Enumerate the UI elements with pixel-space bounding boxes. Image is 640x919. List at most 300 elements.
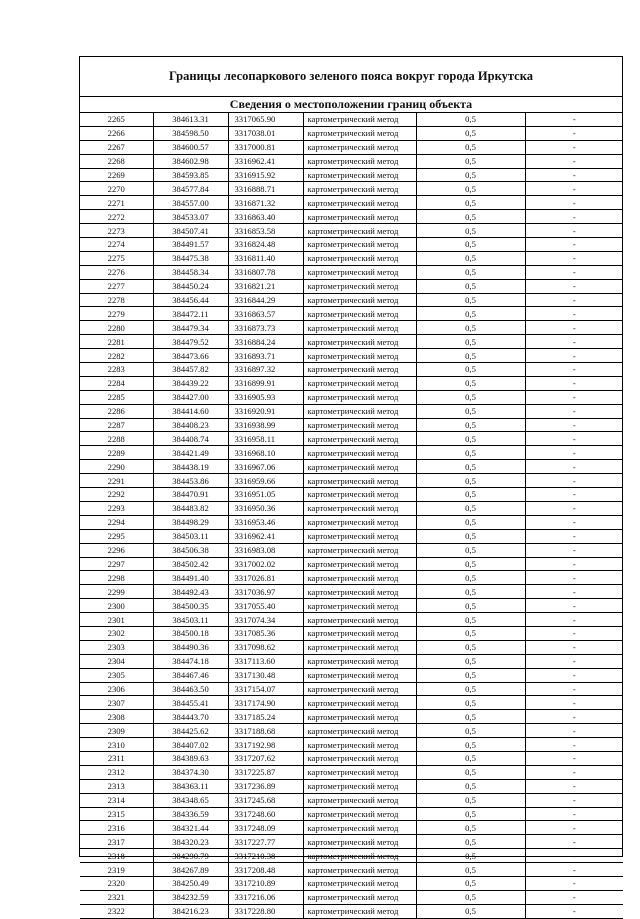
x-coordinate-cell: 384503.11: [153, 529, 228, 543]
table-row: [80, 751, 623, 765]
x-coordinate-cell: 384267.89: [153, 863, 228, 877]
point-number-cell: 2267: [80, 140, 153, 154]
accuracy-cell: 0,5: [416, 474, 525, 488]
description-cell: -: [525, 821, 623, 835]
description-cell: -: [525, 682, 623, 696]
accuracy-cell: 0,5: [416, 446, 525, 460]
accuracy-cell: 0,5: [416, 168, 525, 182]
method-cell: картометрический метод: [303, 168, 416, 182]
accuracy-cell: 0,5: [416, 765, 525, 779]
description-cell: -: [525, 793, 623, 807]
y-coordinate-cell: 3317207.62: [228, 751, 303, 765]
table-row: [80, 293, 623, 307]
description-cell: -: [525, 765, 623, 779]
accuracy-cell: 0,5: [416, 557, 525, 571]
description-cell: -: [525, 515, 623, 529]
table-row: [80, 613, 623, 627]
y-coordinate-cell: 3317188.68: [228, 724, 303, 738]
method-cell: картометрический метод: [303, 835, 416, 849]
y-coordinate-cell: 3316905.93: [228, 390, 303, 404]
x-coordinate-cell: 384216.23: [153, 904, 228, 918]
point-number-cell: 2306: [80, 682, 153, 696]
description-cell: -: [525, 154, 623, 168]
accuracy-cell: 0,5: [416, 696, 525, 710]
x-coordinate-cell: 384453.86: [153, 474, 228, 488]
description-cell: -: [525, 557, 623, 571]
description-cell: -: [525, 418, 623, 432]
point-number-cell: 2322: [80, 904, 153, 918]
table-row: [80, 904, 623, 918]
y-coordinate-cell: 3317098.62: [228, 640, 303, 654]
table-row: [80, 238, 623, 252]
method-cell: картометрический метод: [303, 418, 416, 432]
x-coordinate-cell: 384600.57: [153, 140, 228, 154]
table-row: [80, 654, 623, 668]
table-row: [80, 321, 623, 335]
method-cell: картометрический метод: [303, 821, 416, 835]
x-coordinate-cell: 384557.00: [153, 196, 228, 210]
point-number-cell: 2271: [80, 196, 153, 210]
method-cell: картометрический метод: [303, 571, 416, 585]
description-cell: -: [525, 113, 623, 126]
y-coordinate-cell: 3316893.71: [228, 349, 303, 363]
description-cell: -: [525, 779, 623, 793]
accuracy-cell: 0,5: [416, 432, 525, 446]
table-row: [80, 876, 623, 890]
accuracy-cell: 0,5: [416, 890, 525, 904]
table-row: [80, 196, 623, 210]
accuracy-cell: 0,5: [416, 349, 525, 363]
point-number-cell: 2289: [80, 446, 153, 460]
point-number-cell: 2316: [80, 821, 153, 835]
x-coordinate-cell: 384320.23: [153, 835, 228, 849]
y-coordinate-cell: 3316844.29: [228, 293, 303, 307]
x-coordinate-cell: 384472.11: [153, 307, 228, 321]
x-coordinate-cell: 384474.18: [153, 654, 228, 668]
y-coordinate-cell: 3316968.10: [228, 446, 303, 460]
table-row: [80, 821, 623, 835]
description-cell: -: [525, 543, 623, 557]
description-cell: -: [525, 668, 623, 682]
accuracy-cell: 0,5: [416, 640, 525, 654]
point-number-cell: 2313: [80, 779, 153, 793]
table-row: [80, 446, 623, 460]
table-row: [80, 432, 623, 446]
y-coordinate-cell: 3317225.87: [228, 765, 303, 779]
method-cell: картометрический метод: [303, 668, 416, 682]
point-number-cell: 2278: [80, 293, 153, 307]
accuracy-cell: 0,5: [416, 863, 525, 877]
method-cell: картометрический метод: [303, 599, 416, 613]
x-coordinate-cell: 384479.52: [153, 335, 228, 349]
table-row: [80, 682, 623, 696]
point-number-cell: 2286: [80, 404, 153, 418]
point-number-cell: 2302: [80, 626, 153, 640]
point-number-cell: 2301: [80, 613, 153, 627]
y-coordinate-cell: 3317154.07: [228, 682, 303, 696]
y-coordinate-cell: 3317216.06: [228, 890, 303, 904]
table-row: [80, 363, 623, 377]
table-row: [80, 126, 623, 140]
x-coordinate-cell: 384463.50: [153, 682, 228, 696]
x-coordinate-cell: 384475.38: [153, 251, 228, 265]
point-number-cell: 2266: [80, 126, 153, 140]
accuracy-cell: 0,5: [416, 793, 525, 807]
point-number-cell: 2275: [80, 251, 153, 265]
x-coordinate-cell: 384602.98: [153, 154, 228, 168]
y-coordinate-cell: 3317245.68: [228, 793, 303, 807]
table-row: [80, 543, 623, 557]
y-coordinate-cell: 3317174.90: [228, 696, 303, 710]
y-coordinate-cell: 3316915.92: [228, 168, 303, 182]
accuracy-cell: 0,5: [416, 488, 525, 502]
description-cell: -: [525, 904, 623, 918]
description-cell: -: [525, 446, 623, 460]
x-coordinate-cell: 384507.41: [153, 224, 228, 238]
table-row: [80, 488, 623, 502]
method-cell: картометрический метод: [303, 626, 416, 640]
coordinates-table: [80, 113, 623, 919]
y-coordinate-cell: 3316962.41: [228, 154, 303, 168]
method-cell: картометрический метод: [303, 765, 416, 779]
accuracy-cell: 0,5: [416, 849, 525, 863]
point-number-cell: 2287: [80, 418, 153, 432]
x-coordinate-cell: 384457.82: [153, 363, 228, 377]
x-coordinate-cell: 384490.36: [153, 640, 228, 654]
table-row: [80, 376, 623, 390]
description-cell: -: [525, 460, 623, 474]
description-cell: -: [525, 210, 623, 224]
x-coordinate-cell: 384290.79: [153, 849, 228, 863]
y-coordinate-cell: 3317085.36: [228, 626, 303, 640]
accuracy-cell: 0,5: [416, 668, 525, 682]
description-cell: -: [525, 710, 623, 724]
y-coordinate-cell: 3316824.48: [228, 238, 303, 252]
x-coordinate-cell: 384506.38: [153, 543, 228, 557]
description-cell: -: [525, 529, 623, 543]
x-coordinate-cell: 384479.34: [153, 321, 228, 335]
point-number-cell: 2274: [80, 238, 153, 252]
table-row: [80, 890, 623, 904]
table-row: [80, 724, 623, 738]
description-cell: -: [525, 279, 623, 293]
accuracy-cell: 0,5: [416, 779, 525, 793]
table-row: [80, 140, 623, 154]
y-coordinate-cell: 3316951.05: [228, 488, 303, 502]
x-coordinate-cell: 384503.11: [153, 613, 228, 627]
point-number-cell: 2317: [80, 835, 153, 849]
y-coordinate-cell: 3316959.66: [228, 474, 303, 488]
accuracy-cell: 0,5: [416, 126, 525, 140]
y-coordinate-cell: 3317185.24: [228, 710, 303, 724]
point-number-cell: 2299: [80, 585, 153, 599]
y-coordinate-cell: 3316863.57: [228, 307, 303, 321]
method-cell: картометрический метод: [303, 238, 416, 252]
method-cell: картометрический метод: [303, 432, 416, 446]
method-cell: картометрический метод: [303, 751, 416, 765]
description-cell: -: [525, 196, 623, 210]
y-coordinate-cell: 3316821.21: [228, 279, 303, 293]
point-number-cell: 2314: [80, 793, 153, 807]
accuracy-cell: 0,5: [416, 154, 525, 168]
method-cell: картометрический метод: [303, 113, 416, 126]
x-coordinate-cell: 384456.44: [153, 293, 228, 307]
accuracy-cell: 0,5: [416, 279, 525, 293]
method-cell: картометрический метод: [303, 210, 416, 224]
y-coordinate-cell: 3316983.08: [228, 543, 303, 557]
method-cell: картометрический метод: [303, 140, 416, 154]
table-row: [80, 168, 623, 182]
coordinates-table-body: [80, 113, 623, 918]
document-title: Границы лесопаркового зеленого пояса вокруг города Иркутска: [80, 57, 622, 97]
accuracy-cell: 0,5: [416, 835, 525, 849]
method-cell: картометрический метод: [303, 488, 416, 502]
method-cell: картометрический метод: [303, 376, 416, 390]
method-cell: картометрический метод: [303, 779, 416, 793]
point-number-cell: 2269: [80, 168, 153, 182]
x-coordinate-cell: 384407.02: [153, 738, 228, 752]
y-coordinate-cell: 3316811.40: [228, 251, 303, 265]
table-row: [80, 182, 623, 196]
point-number-cell: 2284: [80, 376, 153, 390]
x-coordinate-cell: 384374.30: [153, 765, 228, 779]
table-row: [80, 765, 623, 779]
description-cell: -: [525, 640, 623, 654]
accuracy-cell: 0,5: [416, 460, 525, 474]
y-coordinate-cell: 3317248.09: [228, 821, 303, 835]
description-cell: -: [525, 501, 623, 515]
method-cell: картометрический метод: [303, 196, 416, 210]
x-coordinate-cell: 384470.91: [153, 488, 228, 502]
description-cell: -: [525, 238, 623, 252]
description-cell: -: [525, 835, 623, 849]
description-cell: -: [525, 251, 623, 265]
accuracy-cell: 0,5: [416, 140, 525, 154]
point-number-cell: 2268: [80, 154, 153, 168]
x-coordinate-cell: 384421.49: [153, 446, 228, 460]
table-row: [80, 696, 623, 710]
description-cell: -: [525, 376, 623, 390]
accuracy-cell: 0,5: [416, 390, 525, 404]
accuracy-cell: 0,5: [416, 626, 525, 640]
accuracy-cell: 0,5: [416, 182, 525, 196]
description-cell: -: [525, 293, 623, 307]
table-row: [80, 224, 623, 238]
method-cell: картометрический метод: [303, 126, 416, 140]
method-cell: картометрический метод: [303, 738, 416, 752]
point-number-cell: 2294: [80, 515, 153, 529]
x-coordinate-cell: 384348.65: [153, 793, 228, 807]
method-cell: картометрический метод: [303, 501, 416, 515]
description-cell: -: [525, 585, 623, 599]
accuracy-cell: 0,5: [416, 196, 525, 210]
table-row: [80, 210, 623, 224]
x-coordinate-cell: 384414.60: [153, 404, 228, 418]
y-coordinate-cell: 3317236.89: [228, 779, 303, 793]
y-coordinate-cell: 3317227.77: [228, 835, 303, 849]
x-coordinate-cell: 384408.23: [153, 418, 228, 432]
x-coordinate-cell: 384500.35: [153, 599, 228, 613]
y-coordinate-cell: 3317210.89: [228, 876, 303, 890]
y-coordinate-cell: 3316873.73: [228, 321, 303, 335]
method-cell: картометрический метод: [303, 321, 416, 335]
method-cell: картометрический метод: [303, 363, 416, 377]
point-number-cell: 2296: [80, 543, 153, 557]
description-cell: -: [525, 335, 623, 349]
method-cell: картометрический метод: [303, 613, 416, 627]
description-cell: -: [525, 654, 623, 668]
table-row: [80, 474, 623, 488]
x-coordinate-cell: 384598.50: [153, 126, 228, 140]
method-cell: картометрический метод: [303, 460, 416, 474]
point-number-cell: 2307: [80, 696, 153, 710]
accuracy-cell: 0,5: [416, 599, 525, 613]
accuracy-cell: 0,5: [416, 335, 525, 349]
accuracy-cell: 0,5: [416, 515, 525, 529]
method-cell: картометрический метод: [303, 279, 416, 293]
y-coordinate-cell: 3316863.40: [228, 210, 303, 224]
accuracy-cell: 0,5: [416, 613, 525, 627]
y-coordinate-cell: 3317208.48: [228, 863, 303, 877]
y-coordinate-cell: 3316953.46: [228, 515, 303, 529]
point-number-cell: 2318: [80, 849, 153, 863]
accuracy-cell: 0,5: [416, 224, 525, 238]
table-row: [80, 738, 623, 752]
description-cell: -: [525, 876, 623, 890]
method-cell: картометрический метод: [303, 224, 416, 238]
document-frame: [79, 56, 623, 917]
method-cell: картометрический метод: [303, 349, 416, 363]
method-cell: картометрический метод: [303, 529, 416, 543]
point-number-cell: 2320: [80, 876, 153, 890]
table-row: [80, 779, 623, 793]
table-row: [80, 668, 623, 682]
point-number-cell: 2272: [80, 210, 153, 224]
description-cell: -: [525, 738, 623, 752]
point-number-cell: 2309: [80, 724, 153, 738]
x-coordinate-cell: 384427.00: [153, 390, 228, 404]
accuracy-cell: 0,5: [416, 682, 525, 696]
description-cell: -: [525, 488, 623, 502]
point-number-cell: 2315: [80, 807, 153, 821]
description-cell: -: [525, 890, 623, 904]
x-coordinate-cell: 384250.49: [153, 876, 228, 890]
point-number-cell: 2295: [80, 529, 153, 543]
description-cell: -: [525, 321, 623, 335]
description-cell: -: [525, 349, 623, 363]
point-number-cell: 2298: [80, 571, 153, 585]
accuracy-cell: 0,5: [416, 376, 525, 390]
description-cell: -: [525, 265, 623, 279]
description-cell: -: [525, 599, 623, 613]
y-coordinate-cell: 3317026.81: [228, 571, 303, 585]
table-row: [80, 501, 623, 515]
method-cell: картометрический метод: [303, 890, 416, 904]
method-cell: картометрический метод: [303, 904, 416, 918]
point-number-cell: 2321: [80, 890, 153, 904]
y-coordinate-cell: 3317036.97: [228, 585, 303, 599]
x-coordinate-cell: 384498.29: [153, 515, 228, 529]
y-coordinate-cell: 3316807.78: [228, 265, 303, 279]
method-cell: картометрический метод: [303, 654, 416, 668]
x-coordinate-cell: 384443.70: [153, 710, 228, 724]
method-cell: картометрический метод: [303, 251, 416, 265]
y-coordinate-cell: 3317000.81: [228, 140, 303, 154]
x-coordinate-cell: 384491.40: [153, 571, 228, 585]
y-coordinate-cell: 3316871.32: [228, 196, 303, 210]
point-number-cell: 2319: [80, 863, 153, 877]
point-number-cell: 2283: [80, 363, 153, 377]
y-coordinate-cell: 3317248.60: [228, 807, 303, 821]
method-cell: картометрический метод: [303, 182, 416, 196]
y-coordinate-cell: 3317038.01: [228, 126, 303, 140]
x-coordinate-cell: 384408.74: [153, 432, 228, 446]
accuracy-cell: 0,5: [416, 571, 525, 585]
accuracy-cell: 0,5: [416, 418, 525, 432]
method-cell: картометрический метод: [303, 682, 416, 696]
x-coordinate-cell: 384439.22: [153, 376, 228, 390]
x-coordinate-cell: 384425.62: [153, 724, 228, 738]
method-cell: картометрический метод: [303, 515, 416, 529]
method-cell: картометрический метод: [303, 696, 416, 710]
table-row: [80, 460, 623, 474]
x-coordinate-cell: 384389.63: [153, 751, 228, 765]
table-row: [80, 807, 623, 821]
point-number-cell: 2282: [80, 349, 153, 363]
table-row: [80, 113, 623, 126]
x-coordinate-cell: 384336.59: [153, 807, 228, 821]
method-cell: картометрический метод: [303, 807, 416, 821]
point-number-cell: 2270: [80, 182, 153, 196]
table-row: [80, 626, 623, 640]
table-row: [80, 154, 623, 168]
y-coordinate-cell: 3317002.02: [228, 557, 303, 571]
table-row: [80, 863, 623, 877]
point-number-cell: 2276: [80, 265, 153, 279]
point-number-cell: 2300: [80, 599, 153, 613]
point-number-cell: 2304: [80, 654, 153, 668]
method-cell: картометрический метод: [303, 154, 416, 168]
point-number-cell: 2291: [80, 474, 153, 488]
x-coordinate-cell: 384473.66: [153, 349, 228, 363]
y-coordinate-cell: 3316938.99: [228, 418, 303, 432]
method-cell: картометрический метод: [303, 640, 416, 654]
description-cell: -: [525, 849, 623, 863]
method-cell: картометрический метод: [303, 863, 416, 877]
method-cell: картометрический метод: [303, 293, 416, 307]
table-row: [80, 599, 623, 613]
y-coordinate-cell: 3316897.32: [228, 363, 303, 377]
point-number-cell: 2285: [80, 390, 153, 404]
point-number-cell: 2288: [80, 432, 153, 446]
description-cell: -: [525, 140, 623, 154]
accuracy-cell: 0,5: [416, 904, 525, 918]
accuracy-cell: 0,5: [416, 238, 525, 252]
table-row: [80, 515, 623, 529]
description-cell: -: [525, 696, 623, 710]
description-cell: -: [525, 224, 623, 238]
description-cell: -: [525, 182, 623, 196]
description-cell: -: [525, 307, 623, 321]
x-coordinate-cell: 384492.43: [153, 585, 228, 599]
method-cell: картометрический метод: [303, 474, 416, 488]
description-cell: -: [525, 474, 623, 488]
point-number-cell: 2297: [80, 557, 153, 571]
y-coordinate-cell: 3317210.38: [228, 849, 303, 863]
description-cell: -: [525, 807, 623, 821]
table-row: [80, 418, 623, 432]
x-coordinate-cell: 384232.59: [153, 890, 228, 904]
